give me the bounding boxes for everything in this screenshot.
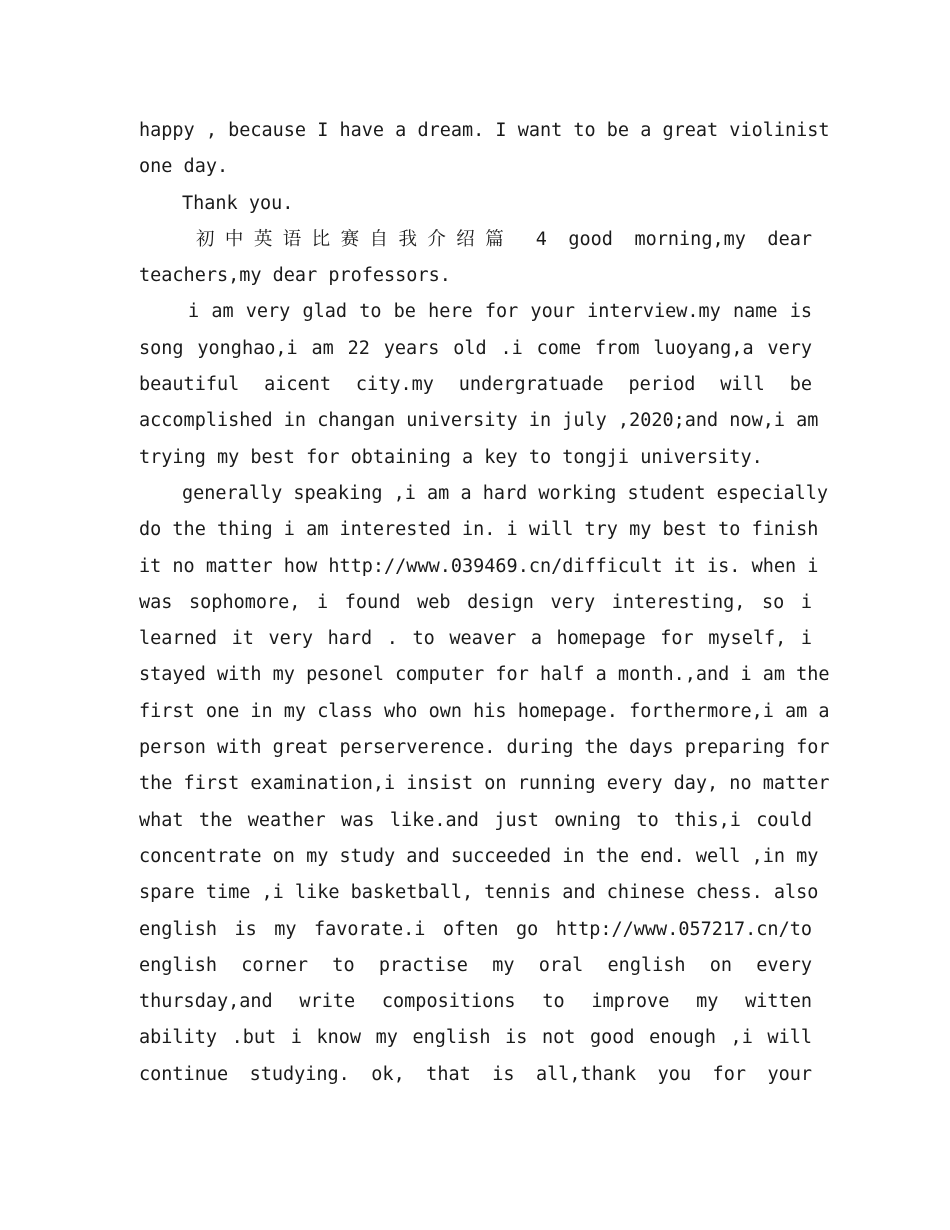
text-line: trying my best for obtaining a key to tongji university. <box>139 446 763 468</box>
text-line: Thank you. <box>182 192 294 214</box>
text-line: accomplished in changan university in july ,2020;and now,i am <box>139 410 819 432</box>
text-line: what the weather was like.and just owning to this,i could <box>139 809 812 831</box>
text-line: ability .but i know my english is not good enough ,i will <box>139 1027 812 1049</box>
text-line: stayed with my pesonel computer for half a month.,and i am the <box>139 664 830 686</box>
text-line: i am very glad to be here for your interview.my name is <box>188 301 812 323</box>
text-line: 初中英语比赛自我介绍篇 4 good morning,my dear <box>196 228 812 250</box>
text-line: it no matter how http://www.039469.cn/difficult it is. when i <box>139 555 819 577</box>
text-line: one day. <box>139 156 229 178</box>
text-line: do the thing i am interested in. i will try my best to finish <box>139 519 819 541</box>
text-line: thursday,and write compositions to improve my witten <box>139 991 812 1013</box>
text-line: english is my favorate.i often go http://www.057217.cn/to <box>139 918 812 940</box>
text-line: english corner to practise my oral english on every <box>139 954 812 976</box>
text-line: song yonghao,i am 22 years old .i come from luoyang,a very <box>139 337 812 359</box>
text-line: the first examination,i insist on running every day, no matter <box>139 773 830 795</box>
text-line: teachers,my dear professors. <box>139 265 451 287</box>
text-line: person with great perserverence. during the days preparing for <box>139 737 830 759</box>
text-line: concentrate on my study and succeeded in the end. well ,in my <box>139 845 819 867</box>
text-line: spare time ,i like basketball, tennis and chinese chess. also <box>139 882 819 904</box>
text-line: first one in my class who own his homepage. forthermore,i am a <box>139 700 830 722</box>
text-line: continue studying. ok, that is all,thank you for your <box>139 1063 812 1085</box>
text-line: happy , because I have a dream. I want to be a great violinist <box>139 120 830 141</box>
text-line: was sophomore, i found web design very interesting, so i <box>139 591 812 613</box>
document-body <box>139 113 830 1093</box>
text-line: beautiful aicent city.my undergratuade period will be <box>139 374 812 396</box>
text-line: learned it very hard . to weaver a homepage for myself, i <box>139 628 812 650</box>
text-line: generally speaking ,i am a hard working student especially <box>182 482 829 504</box>
